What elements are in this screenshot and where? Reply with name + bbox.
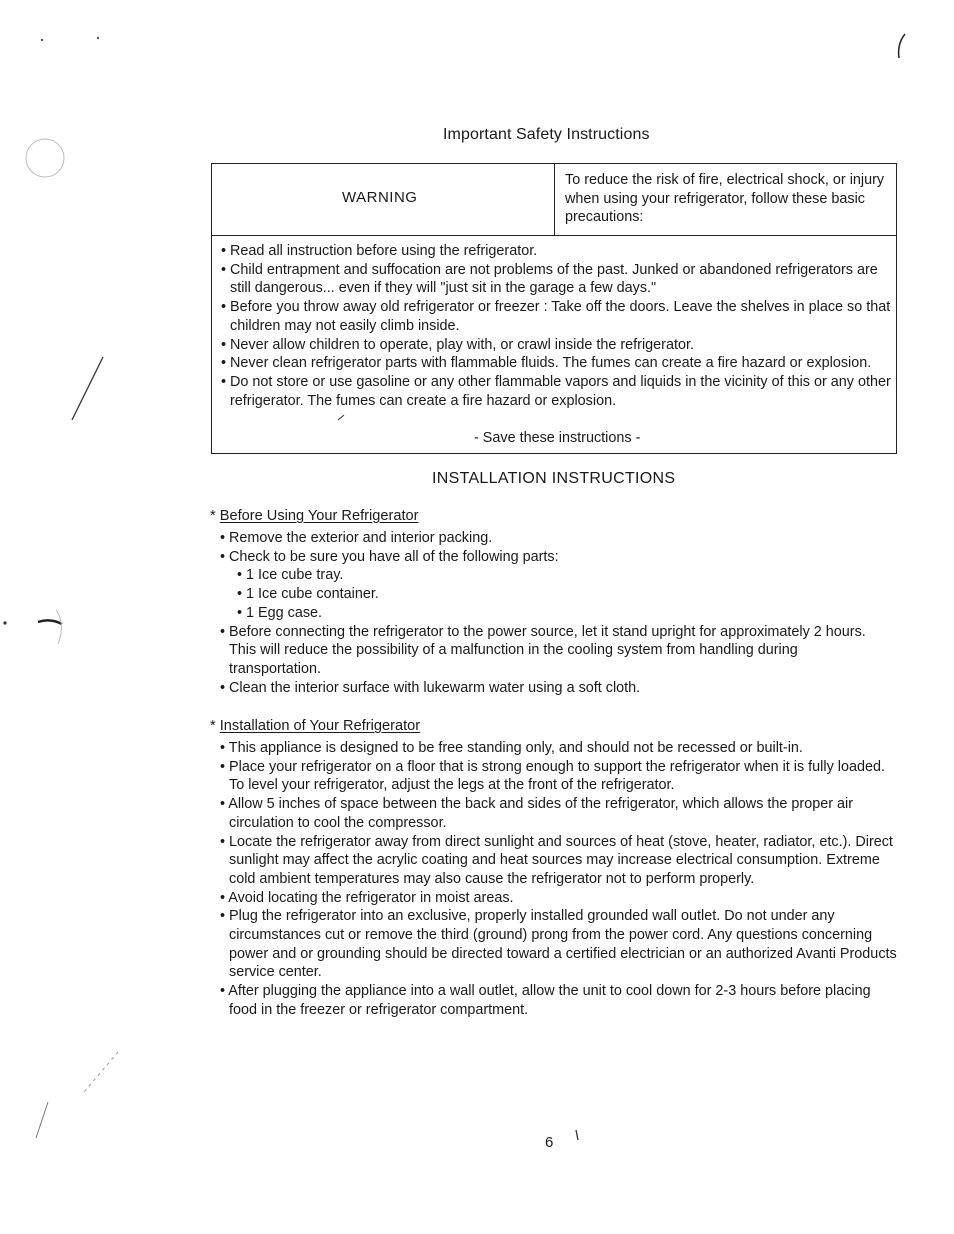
warning-item: • Before you throw away old refrigerator or freezer : Take off the doors. Leave the shelves in place so that children may not easily climb inside.	[221, 299, 891, 334]
list-item: • After plugging the appliance into a wall outlet, allow the unit to cool down for 2-3 hours before placing food in the freezer or refrigerator compartment.	[220, 983, 871, 1018]
warning-item: • Read all instruction before using the refrigerator.	[221, 243, 538, 259]
installation-heading	[210, 718, 420, 734]
list-item: • Plug the refrigerator into an exclusive, properly installed grounded wall outlet. Do not under any circumstances cut or remove the third (ground) prong from the power cord. Any questions concerning power and or grounding should be directed toward a certified electrician or an authorized Avanti Products service center.	[220, 908, 897, 981]
heading-text: Before Using Your Refrigerator	[219, 508, 419, 524]
list-item: • Place your refrigerator on a floor that is strong enough to support the refrigerator when it is fully loaded. To level your refrigerator, adjust the legs at the front of the refrigerator.	[220, 758, 885, 794]
list-item: • Before connecting the refrigerator to the power source, let it stand upright for approximately 2 hours. This will reduce the possibility of a malfunction in the cooling system from handling during transportation.	[220, 623, 866, 677]
list-item: • This appliance is designed to be free standing only, and should not be recessed or built-in.	[220, 740, 803, 756]
list-item: • 1 Egg case.	[237, 604, 323, 621]
list-item: • 1 Ice cube container.	[237, 586, 379, 603]
warning-header	[212, 164, 896, 236]
before-using-heading	[210, 508, 418, 524]
list-item: • Clean the interior surface with lukewarm water using a soft cloth.	[220, 679, 641, 696]
list-item: • 1 Ice cube tray.	[237, 567, 344, 584]
list-item: • Allow 5 inches of space between the back and sides of the refrigerator, which allows the proper air circulation to cool the compressor.	[220, 796, 853, 831]
warning-item: • Never allow children to operate, play with, or crawl inside the refrigerator.	[221, 336, 694, 353]
before-using-list	[220, 529, 890, 697]
warning-item: • Never clean refrigerator parts with flammable fluids. The fumes can create a fire hazard or explosion.	[221, 355, 872, 372]
heading-prefix: *	[210, 718, 220, 734]
heading-prefix: *	[210, 508, 220, 524]
heading-text: Installation of Your Refrigerator	[219, 718, 421, 734]
page-title: Important Safety Instructions	[443, 126, 650, 143]
warning-intro: To reduce the risk of fire, electrical shock, or injury when using your refrigerator, follow these basic precautions:	[565, 172, 885, 225]
list-item: • Check to be sure you have all of the following parts:	[220, 548, 559, 565]
warning-divider	[554, 164, 555, 236]
warning-box	[211, 163, 897, 454]
save-instructions-note: - Save these instructions -	[474, 430, 641, 446]
warning-list	[221, 242, 893, 410]
warning-item: • Do not store or use gasoline or any other flammable vapors and liquids in the vicinity of this or any other refrigerator. The fumes can create a fire hazard or explosion.	[221, 373, 891, 409]
warning-label: WARNING	[342, 189, 418, 206]
installation-title: INSTALLATION INSTRUCTIONS	[432, 470, 676, 487]
list-item: • Avoid locating the refrigerator in moist areas.	[220, 889, 514, 906]
list-item: • Locate the refrigerator away from direct sunlight and sources of heat (stove, heater, radiator, etc.). Direct sunlight may affect the acrylic coating and heat sources may increase electrical consumption. Extreme cold ambient temperatures may also cause the refrigerator not to perform properly.	[220, 833, 893, 887]
page-number: 6	[545, 1134, 554, 1151]
warning-item: • Child entrapment and suffocation are not problems of the past. Junked or abandoned refrigerators are still dangerous... even if they will "just sit in the garage a few days."	[221, 261, 878, 297]
installation-list	[220, 739, 898, 1020]
list-item: • Remove the exterior and interior packing.	[220, 530, 493, 546]
